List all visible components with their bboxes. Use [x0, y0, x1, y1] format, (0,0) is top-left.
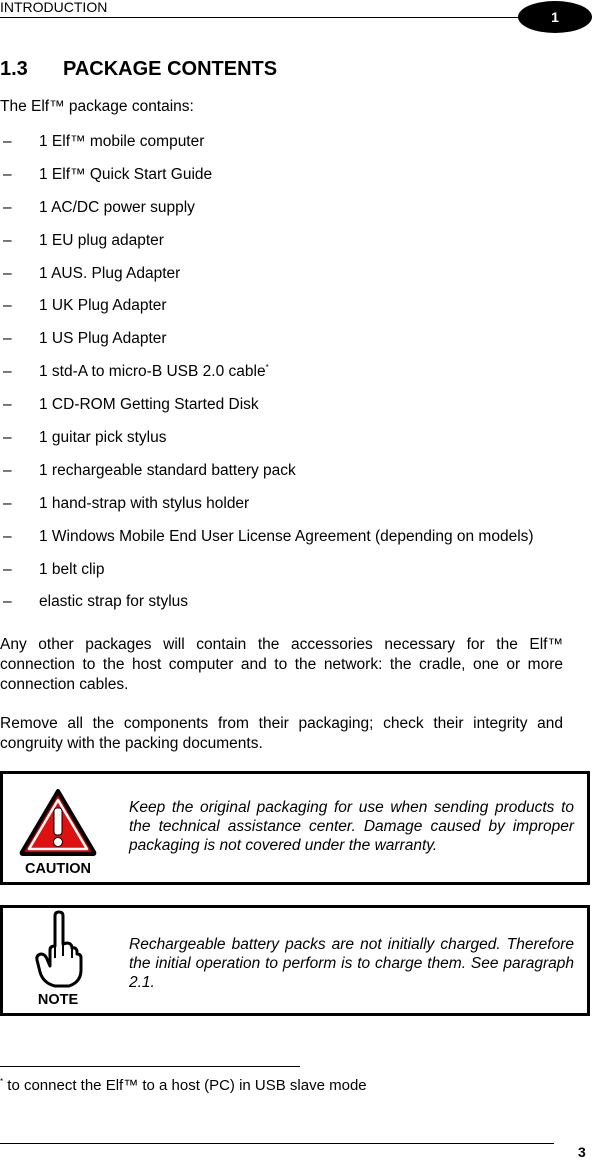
list-item-text: 1 UK Plug Adapter: [39, 297, 167, 315]
caution-text: Keep the original packaging for use when sending products to the technical assistance center. Damage caused by improper packaging is not covered under the warranty.: [129, 799, 574, 854]
list-dash: –: [3, 363, 12, 381]
list-item-text: 1 EU plug adapter: [39, 231, 164, 249]
list-dash: –: [3, 429, 12, 447]
footnote-mark: *: [0, 1077, 4, 1086]
list-dash: –: [3, 527, 12, 545]
list-dash: –: [3, 297, 12, 315]
intro-text: The Elf™ package contains:: [0, 98, 194, 115]
warning-triangle-icon: [13, 786, 103, 863]
list-dash: –: [3, 396, 12, 414]
section-heading: [0, 58, 277, 81]
note-label: NOTE: [37, 992, 79, 1008]
list-dash: –: [3, 494, 12, 512]
list-item-text: 1 rechargeable standard battery pack: [39, 461, 296, 479]
footnote: [0, 1077, 367, 1094]
footnote-reference-mark: *: [265, 363, 269, 373]
list-dash: –: [3, 231, 12, 249]
list-dash: –: [3, 560, 12, 578]
header-title: INTRODUCTION: [0, 0, 108, 15]
chapter-badge: 1: [518, 1, 592, 33]
footnote-rule: [0, 1066, 300, 1067]
list-dash: –: [3, 330, 12, 348]
footnote-text: to connect the Elf™ to a host (PC) in USB slave mode: [3, 1077, 367, 1094]
note-box: [0, 905, 590, 1016]
list-dash: –: [3, 593, 12, 611]
list-item-text: 1 Elf™ mobile computer: [39, 133, 205, 150]
list-item-text: 1 hand-strap with stylus holder: [39, 494, 250, 512]
section-title: PACKAGE CONTENTS: [63, 58, 278, 80]
list-item-text: 1 AUS. Plug Adapter: [39, 264, 181, 282]
note-text: Rechargeable battery packs are not initially charged. Therefore the initial operation to perform is to charge them. See paragraph 2.1.: [129, 936, 574, 991]
list-item-text: 1 Windows Mobile End User License Agreement (depending on models): [39, 527, 534, 545]
list-dash: –: [3, 461, 12, 479]
list-item-text: 1 guitar pick stylus: [39, 429, 167, 447]
list-item-text: 1 belt clip: [39, 560, 105, 578]
page-number: 3: [578, 1144, 586, 1160]
pointing-hand-icon: [13, 910, 103, 993]
list-item-text: 1 AC/DC power supply: [39, 198, 195, 216]
paragraph-accessories: Any other packages will contain the accessories necessary for the Elf™ connection to the host computer and to the network: the cradle, one or more connection cables.: [0, 636, 563, 693]
list-item-text: 1 CD-ROM Getting Started Disk: [39, 396, 259, 414]
list-dash: –: [3, 264, 12, 282]
list-item-text: 1 std-A to micro-B USB 2.0 cable*: [39, 363, 269, 381]
list-dash: –: [3, 165, 12, 183]
caution-label: CAUTION: [24, 861, 92, 877]
list-item-text: elastic strap for stylus: [39, 593, 189, 611]
caution-box: [0, 771, 590, 885]
list-dash: –: [3, 133, 12, 150]
footer-rule: [0, 1143, 554, 1144]
list-item-text: 1 US Plug Adapter: [39, 330, 167, 348]
paragraph-remove: Remove all the components from their packaging; check their integrity and congruity with the packing documents.: [0, 715, 563, 752]
list-item-text: 1 Elf™ Quick Start Guide: [39, 165, 213, 183]
header-rule: [0, 17, 540, 18]
section-number: 1.3: [0, 58, 28, 80]
list-dash: –: [3, 198, 12, 216]
